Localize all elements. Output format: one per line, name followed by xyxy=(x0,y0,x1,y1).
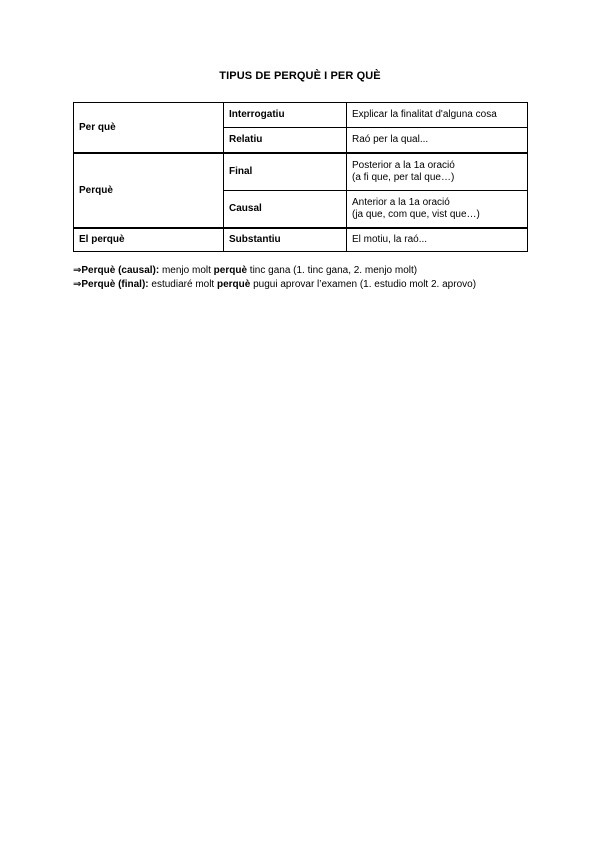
example-text-pre: estudiaré molt xyxy=(148,279,217,290)
desc-line: Posterior a la 1a oració xyxy=(352,160,455,171)
type-cell: Final xyxy=(224,153,347,191)
page-title: TIPUS DE PERQUÈ I PER QUÈ xyxy=(219,70,381,82)
examples-block xyxy=(73,264,543,292)
group-cell-el-perque: El perquè xyxy=(74,228,224,252)
group-cell-per-que: Per què xyxy=(74,103,224,154)
type-cell: Substantiu xyxy=(224,228,347,252)
desc-line: Anterior a la 1a oració xyxy=(352,197,450,208)
desc-cell xyxy=(347,153,528,191)
table-row xyxy=(74,228,528,252)
desc-cell xyxy=(347,191,528,229)
arrow-icon: ⇒ xyxy=(73,265,82,276)
example-text-post: pugui aprovar l’examen (1. estudio molt 2. aprovo) xyxy=(250,279,477,290)
arrow-icon: ⇒ xyxy=(73,279,82,290)
example-label: Perquè (final): xyxy=(81,279,149,290)
table-row xyxy=(74,153,528,191)
desc-line: Explicar la finalitat d'alguna cosa xyxy=(352,109,497,120)
desc-cell xyxy=(347,128,528,154)
desc-line: El motiu, la raó... xyxy=(352,234,428,245)
desc-cell xyxy=(347,103,528,128)
desc-cell xyxy=(347,228,528,252)
example-keyword: perquè xyxy=(217,279,251,290)
example-keyword: perquè xyxy=(213,265,248,276)
example-line-causal xyxy=(73,264,543,278)
perque-types-table xyxy=(73,102,528,252)
type-cell: Relatiu xyxy=(224,128,347,154)
example-text-pre: menjo molt xyxy=(159,265,214,276)
group-cell-perque: Perquè xyxy=(74,153,224,228)
desc-line: (ja que, com que, vist que…) xyxy=(352,209,480,220)
example-text-post: tinc gana (1. tinc gana, 2. menjo molt) xyxy=(247,265,418,276)
desc-line: (a fi que, per tal que…) xyxy=(352,172,455,183)
example-label: Perquè (causal): xyxy=(81,265,160,276)
type-cell: Causal xyxy=(224,191,347,229)
type-cell: Interrogatiu xyxy=(224,103,347,128)
example-line-final xyxy=(73,278,543,292)
table-row xyxy=(74,103,528,128)
desc-line: Raó per la qual... xyxy=(352,134,429,145)
